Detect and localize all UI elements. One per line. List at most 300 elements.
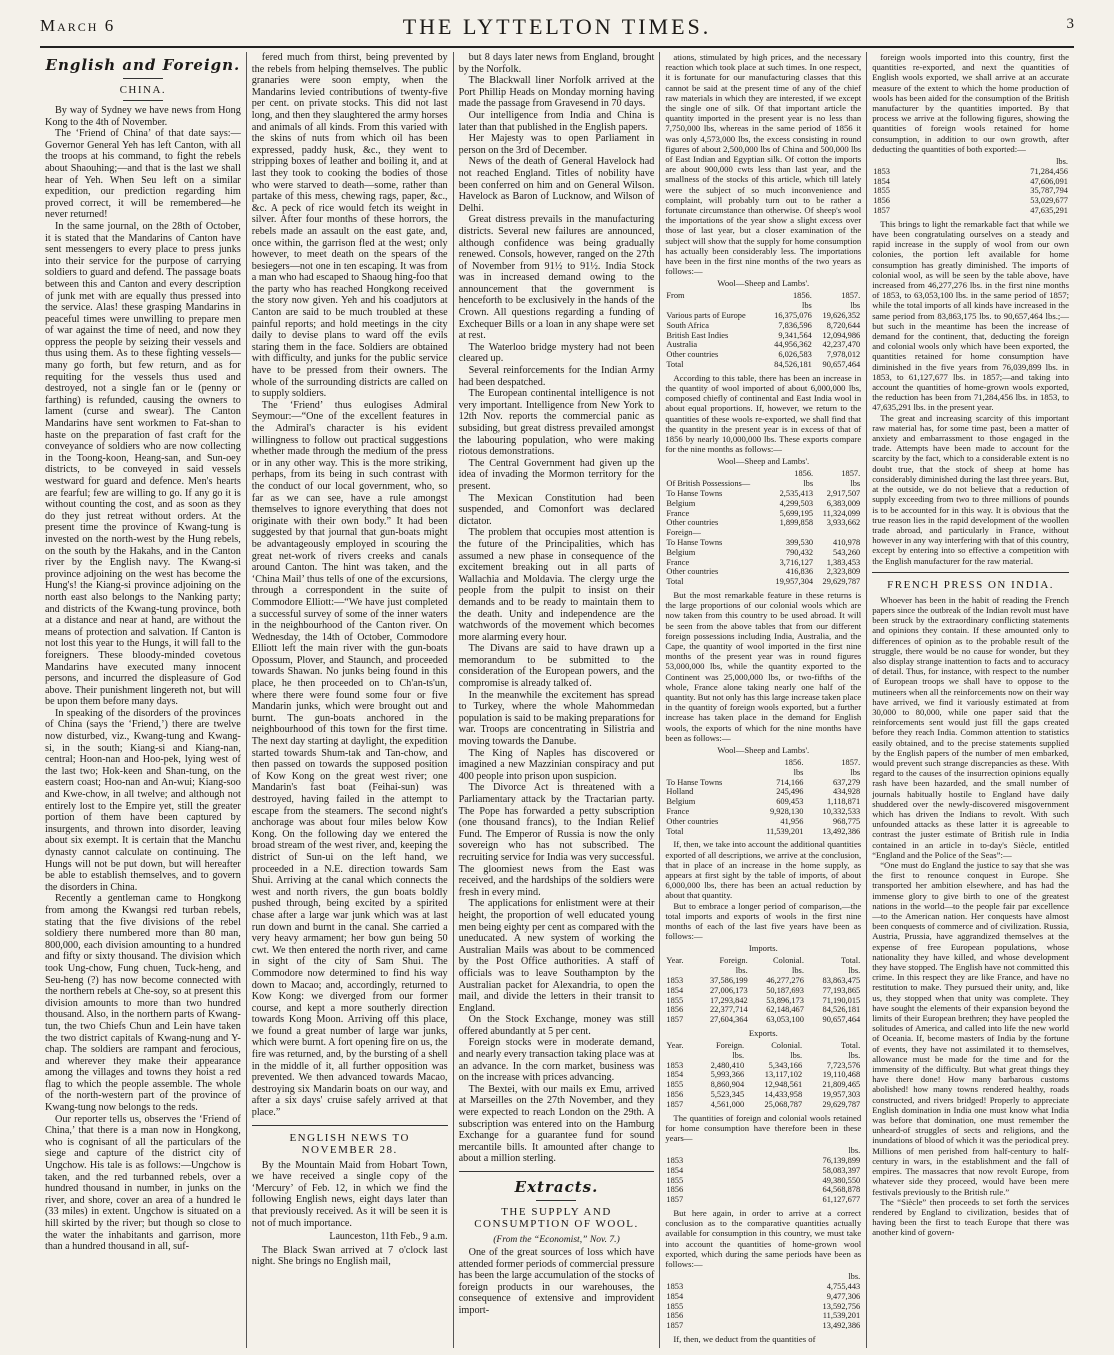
table-cell: 42,237,470 (822, 340, 861, 350)
table-title: Wool—Sheep and Lambs'. (717, 278, 810, 289)
table-row (665, 489, 861, 499)
masthead (40, 14, 1074, 40)
table-row (665, 1302, 861, 1312)
table-cell: Belgium (666, 797, 696, 807)
table-row (665, 1272, 861, 1282)
table-row (665, 528, 861, 538)
table-row (665, 817, 861, 827)
table-row (872, 167, 1069, 177)
table-cell: 2,480,410 (710, 1060, 745, 1070)
table-row (665, 1156, 861, 1166)
table-cell: 1853 (873, 166, 890, 176)
paragraph: In the same journal, on the 28th of October, it is stated that the Mandarins of Canton have sent messengers to every place to press junks into their service for the purpose of carrying soldiers to guard and defend. The passage boats between this and Canton and every description of junk met with are equally thus pressed into the service. Alas! these grasping Mandarins in peaceful times were unwilling to prepare men of war against the time of need, and now they oppress the people by seizing their vessels and thus using them. As to these fighting vessels—many go forth, but few return, and as for requiting for the vessels thus used and destroyed, not a single fan or le (penny or farthing) is refunded, causing the owners to lament (curse and swear). The Canton Mandarins have sent workmen to Fat-shan to haste on the preparation of fast craft for the conveyance of soldiers who are now collecting in the Toong-koon, Heang-san, and Sun-oey districts, to be conveyed in said vessels westward for guard and defence. Men's hearts are fearful; few are willing to go. If any go it is without counting the cost, and as soon as they do they just retreat without orders. At the present time the province of Kwang-tung is invested on the north-west by the Hung rebels, on the south by the Hakahs, and in the Canton river by the English navy. The Kwang-si province adjoining on the west has become the Hung's! the Kiang-si province adjoining on the north east also belongs to the Nanking party; and districts of the Kwang-tung province, both at a distance and near at hand, are without the means of protection and salvation. If Canton is not lost this year to the Hungs, it will fall to the foreigners. These bloody-minded covetous Mandarins have executed many innocent persons, and incurred the displeasure of God above. Their punishment lingereth not, but will be upon them before many days. (45, 220, 241, 708)
table-cell: 1854 (666, 1291, 684, 1301)
table-cell: Total (666, 577, 684, 587)
paragraph: This brings to light the remarkable fact that while we have been congratulating ourselves on a steady and rapid increase in the supply of wool from our own colonies, the portion left available for home consumption has greatly diminished. The imports of colonial wool, as will be seen by the table above, have increased from 46,277,276 lbs. in the first nine months of 1853, to 63,053,100 lbs. in the same period of 1857; while the total imports of all kinds have increased in the same period from 83,863,175 lbs. to 90,657,464 lbs.;—but such in the meantime has been the increase of demand for the continent, that, deducting the foreign and colonial wools only which have been exported, the quantities retained for home consumption have diminished in the five years from 76,039,899 lbs. in 1853, to 61,127,677 lbs. in 1857;—and taking into account the quantities of home-grown wools exported, the reduction has been from 71,284,456 lbs. in 1853, to 47,635,291 lbs. in the present year. (872, 218, 1069, 413)
table-total-row (665, 827, 861, 837)
page-number: 3 (1066, 16, 1074, 32)
divider (123, 100, 163, 101)
table-row (665, 1090, 861, 1100)
table-cell: 1856. (794, 469, 814, 479)
table-cell: 434,928 (832, 787, 861, 797)
table-row (665, 301, 861, 311)
paragraph: In speaking of the disorders of the provinces of China (says the ‘Friend,’) there are twelve now disturbed, viz., Kwang-tung and Kwang-si, in the south; Kiang-si and Kiang-nan, central; Hoon-nan and Hoo-pek, lying west of the last two; Hok-keen and Shan-tung, on the eastern coast; Hoo-nan and An-wui; Kiang-soo and Kwe-chow, in all twelve; and although not entirely lost to the Empire yet, still the greater portion of them have been captured by insurgents, and thrown into disorder, leaving about six exempt. It is certain that the Manchu dynasty cannot calculate on continuing. The Hungs will not be put down, but will hereafter be able to establish themselves, and to govern the disorders in China. (45, 707, 241, 893)
imports-five-years-table (665, 956, 861, 1025)
foreign-wool-retained-table (872, 157, 1069, 216)
table-row (665, 758, 861, 768)
table-cell: lbs. (735, 966, 748, 976)
article-heading-french-press: FRENCH PRESS ON INDIA. (887, 578, 1055, 591)
table-cell: 1857. (841, 469, 861, 479)
table-cell: 1857. (841, 291, 861, 301)
table-cell: 71,284,456 (1030, 166, 1068, 176)
table-cell (814, 528, 861, 538)
table-cell: Of British Possessions— (666, 479, 751, 489)
table-cell: Other countries (666, 518, 719, 528)
paragraph: The Blackwall liner Norfolk arrived at the Port Phillip Heads on Monday morning having made the passage from Gravesend in 70 days. (458, 75, 655, 110)
table-cell: 11,539,201 (766, 826, 804, 836)
table-row (665, 548, 861, 558)
paragraph: The King of Naples has discovered or imagined a new Mazzinian conspiracy and put 400 people into prison upon suspicion. (458, 747, 655, 782)
table-cell: lbs (803, 479, 814, 489)
table-cell: lbs. (790, 1050, 803, 1060)
table-cell: Total. (841, 956, 861, 966)
table-cell: 13,492,386 (822, 1321, 861, 1331)
table-cell: 47,635,291 (1030, 206, 1068, 216)
table-cell: lbs (850, 479, 861, 489)
paragraph: The European continental intelligence is not very important. Intelligence from New York to 12th Nov. reports the commercial panic as subsiding, but great distress prevailed amongst the labouring population, who were making riotous demonstrations. (458, 388, 655, 458)
paragraph: The great and increasing scarcity of this important raw material has, for some time past, been a matter of anxiety and embarrassment to those engaged in the trade. Attempts have been made to account for the scarcity by the fact, which to a considerable extent is no doubt true, that the stock of sheep at home has considerably diminished during the last three years. But, at the outside, we do not believe that a reduction of supply exceeding from two to three millions of pounds is to be accounted for in this way. It is obvious that the true reason lies in the rapid development of the woollen trade abroad, and particularly in France, without however in any way interfering with that of this country, except by entering into so effective a competition with the English manufacturer for the raw material. (872, 412, 1069, 566)
table-cell: Year. (666, 1041, 684, 1051)
table-cell: Other countries (666, 567, 719, 577)
table-row (665, 1100, 861, 1110)
table-row (665, 1015, 861, 1025)
table-row (665, 1005, 861, 1015)
table-cell: 53,029,677 (1030, 196, 1068, 206)
paragraph: ations, stimulated by high prices, and the necessary reaction which took place at such times. In one respect, it is fortunate for our manufacturing classes that this cannot be said at the present time of any of the chief raw materials in which they are interested, if we except the single one of silk. Of that important article the quantity imported in the present year is no less than 7,750,000 lbs, whereas in the same period of 1856 it was only 4,573,000 lbs, the excess consisting in round figures of about 2,500,000 lbs of China and 500,000 lbs of East Indian and Egyptian silk. Of cotton the imports are about 900,000 cwts less than last year, and the smallness of the stocks of this article, which till lately were the subject of so much inconvenience and complaint, will probably turn out to be rather a fortunate circumstance than otherwise. Of sheep's wool the importations of the year show a slight excess over those of last year, but a closer examination of the subject will show that the supply for home consumption has actually been considerably less. The importations have been in the first nine months of the two years as follows:— (665, 52, 862, 277)
table-cell (665, 1272, 728, 1282)
table-cell: 6,383,009 (826, 498, 861, 508)
table-cell: lbs. (732, 1050, 745, 1060)
table-cell (665, 1051, 693, 1061)
table-cell: 1857 (873, 206, 890, 216)
paragraph: The “Siècle” then proceeds to set forth the services rendered by England to civilization, besides that of having been the first to teach Europe that there was another kind of govern- (872, 1196, 1069, 1238)
table-cell: 2,535,413 (779, 489, 814, 499)
issue-date: March 6 (40, 16, 116, 35)
paragraph: Several reinforcements for the Indian Army had been despatched. (458, 365, 655, 388)
article-heading-wool: THE SUPPLY AND CONSUMPTION OF WOOL. (474, 1206, 639, 1230)
table-cell: lbs (793, 767, 804, 777)
table-cell: 90,657,464 (822, 360, 861, 370)
table-cell: lbs. (848, 1146, 861, 1156)
table-cell: 1855 (666, 995, 684, 1005)
table-cell: From (666, 291, 685, 301)
table-row (665, 986, 861, 996)
table-cell: 19,957,304 (775, 577, 814, 587)
paragraph: By way of Sydney we have news from Hong Kong to the 4th of November. (45, 105, 241, 128)
table-cell: 27,604,364 (709, 1015, 748, 1025)
exports-five-years-table (665, 1041, 861, 1110)
table-cell: France (666, 557, 690, 567)
table-cell: lbs (850, 767, 861, 777)
table-cell: France (666, 807, 690, 817)
table-cell: Other countries (666, 816, 719, 826)
paragraph: The Central Government had given up the idea of invading the Mormon territory for the present. (458, 457, 655, 492)
table-cell: 410,978 (832, 538, 861, 548)
table-cell: France (666, 508, 690, 518)
table-cell: Belgium (666, 498, 696, 508)
table-cell (767, 528, 814, 538)
table-cell: 1853 (666, 1060, 684, 1070)
table-cell: 9,928,130 (769, 807, 804, 817)
table-cell: 1857 (666, 1015, 684, 1025)
table-cell: 1853 (666, 1156, 684, 1166)
table-cell: Belgium (666, 547, 696, 557)
table-cell: 1,899,858 (779, 518, 814, 528)
divider (872, 572, 1069, 573)
table-cell: 8,860,904 (710, 1080, 745, 1090)
paragraph: Great distress prevails in the manufacturing districts. Several new failures are announced, although confidence was being gradually renewed. Consols, however, ranged on the 27th of November from 91½ to 91½. India Stock was in increased demand owing to the announcement that the government is henceforth to be exclusively in the hands of the Crown. All questions regarding a funding of Exchequer Bills or a loan in any shape were set at rest. (458, 214, 655, 342)
table-cell: lbs. (848, 1050, 861, 1060)
paragraph: If, then, we take into account the additional quantities exported of all descriptions, we arrive at the conclusion, that in place of an increase in the home supply, as appears at first sight by the table of imports, of about 6,000,000 lbs, there has been an actual reduction by about that quantity. (665, 839, 862, 901)
table-cell: lbs. (848, 966, 861, 976)
table-cell: 1855 (666, 1301, 684, 1311)
table-cell: 7,723,576 (826, 1060, 861, 1070)
table-row (665, 331, 861, 341)
table-row (665, 558, 861, 568)
table-row (665, 1282, 861, 1292)
table-row (665, 768, 861, 778)
table-cell: 83,863,475 (822, 976, 861, 986)
table-row (665, 479, 861, 489)
table-cell: 1,383,453 (826, 557, 861, 567)
table-cell: 1856 (873, 196, 890, 206)
table-cell: 1855 (873, 186, 890, 196)
table-cell: 4,755,443 (826, 1282, 861, 1292)
paragraph: Our intelligence from India and China is later than that published in the English papers. (458, 109, 655, 133)
table-cell: 47,606,091 (1030, 176, 1068, 186)
table-title: Exports. (748, 1028, 778, 1039)
table-cell: 19,626,352 (822, 311, 861, 321)
column-2 (247, 52, 454, 1348)
table-cell: South Africa (666, 320, 709, 330)
paragraph: If, then, we deduct from the quantities of (673, 1334, 816, 1345)
table-cell: 13,592,756 (822, 1301, 861, 1311)
table-cell: 19,110,468 (822, 1070, 861, 1080)
table-cell: 1856. (784, 758, 804, 768)
table-cell: 968,775 (832, 816, 861, 826)
table-row (665, 1051, 861, 1061)
table-cell: 41,956 (780, 816, 804, 826)
table-row (665, 291, 861, 301)
column-3 (454, 52, 661, 1348)
table-cell: 13,117,102 (764, 1070, 803, 1080)
table-cell: 29,629,787 (822, 1099, 861, 1109)
table-cell: 1856. (792, 291, 812, 301)
table-cell: 58,083,397 (822, 1165, 861, 1175)
table-cell: lbs. (848, 1272, 861, 1282)
section-heading-extracts: Extracts. (514, 1178, 599, 1196)
newspaper-page (40, 52, 1074, 1348)
table-cell: 790,432 (785, 547, 814, 557)
paragraph: Our reporter tells us, observes the ‘Friend of China,’ that there is a man now in Hongkong, who is cognisant of all the particulars of the siege and capture of the district city of Ungchow. His tale is as follows:—Ungchow is taken, and the red turbanned rebels, over a hundred thousand in number, in junks on the river, and shore, cover an area of a hundred le (33 miles) in extent. Ungchow is situated on a hill skirted by the river; but though so close to the water the inhabitants and garrison, more than a hundred thousand in all, suf- (45, 1113, 241, 1253)
section-heading-english-foreign: English and Foreign. (45, 56, 241, 74)
table-row (665, 469, 861, 479)
table-cell: 71,190,015 (822, 995, 861, 1005)
table-cell: lbs (850, 301, 861, 311)
table-cell: 19,957,303 (822, 1090, 861, 1100)
paragraph: But the most remarkable feature in these returns is the large proportions of our colonial wools which are now taken from this country to be used abroad. It will be seen from the above tables that from our different foreign possessions including India, Australia, and the Cape, the quantity of wool imported in the first nine months of the present year was in round figures 53,000,000 lbs, while the quantity exported to the Continent was 25,000,000 lbs, or two-fifths of the whole, France alone taking nearly one half of the quantity. But not only has this large increase taken place in the quantity of foreign wools exported, but a further increase has taken place in the demand for English wools, the exports of which for the nine months have been as follows:— (665, 590, 862, 743)
paragraph: News of the death of General Havelock had not reached England. Titles of nobility have been conferred on him and on General Wilson. Havelock as Baron of Lucknow, and Wilson of Delhi. (458, 156, 655, 214)
wool-reexports-table (665, 469, 861, 587)
article-heading-china: CHINA. (119, 84, 167, 96)
table-cell: Foreign. (719, 956, 748, 966)
table-cell: 22,377,714 (709, 1005, 748, 1015)
table-cell: 5,523,345 (710, 1090, 745, 1100)
divider (252, 1125, 448, 1126)
table-cell: Colonial. (771, 1041, 803, 1051)
table-row (665, 340, 861, 350)
table-cell (665, 469, 767, 479)
table-row (665, 1061, 861, 1071)
table-cell: 29,629,787 (822, 577, 861, 587)
table-row (665, 956, 861, 966)
paragraph: Foreign stocks were in moderate demand, and nearly every transaction taking place was at an advance. In the corn market, business was on the increase with prices advancing. (458, 1037, 655, 1084)
home-grown-exports-table (665, 1272, 861, 1331)
paragraph: Whoever has been in the habit of reading the French papers since the outbreak of the Indian revolt must have been struck by the extraordinary conflicting statements and opinions they contain. If these amounted only to differences of opinion as to the probable result of the struggle, there would be no cause for wonder, but they also display strange inattention to facts and to accuracy of detail. Thus, for instance, with respect to the number of European troops we shall have to oppose to the mutineers when all the reinforcements now on their way have arrived, we find it variously estimated at from 30,000 to 80,000, while one paper said that the reinforcements sent would just fill the gaps created before they reach India. Common attention to statistics easily obtained, and to the precise statements supplied by the English papers of the number of men embarked, would prevent such strange discrepancies as these. With regard to the causes of the insurrection opinions equally rash have been hazarded, and the small number of journals habitually hostile to England have daily shuddered over the newly-discovered misgovernment which has driven the Indians to revolt. With such unfounded attacks as these latter it is agreeable to contrast the juster estimate of British rule in India contained in an article in to-day's Siècle, entitled “England and the Police of the Seas”:— (872, 594, 1069, 860)
table-cell: 37,586,199 (709, 976, 748, 986)
table-cell: To Hanse Towns (666, 489, 723, 499)
table-cell: 35,787,794 (1030, 186, 1068, 196)
table-cell: 1857 (666, 1321, 684, 1331)
table-cell: 7,978,012 (826, 350, 861, 360)
table-row (665, 966, 861, 976)
paragraph: The Divans are said to have drawn up a memorandum to be submitted to the consideration of the European powers, and the compromise is already talked of. (458, 643, 655, 690)
dateline: Launceston, 11th Feb., 9 a.m. (329, 1231, 448, 1243)
table-row (872, 157, 1069, 167)
paragraph: The applications for enlistment were at their height, the proportion of well educated young men being eighty per cent as compared with the uneducated. A new system of working the Australian Mails was about to be commenced by the Post Office authorities. A staff of officials was to leave Southampton by the Australian packet for Alexandria, to open the mail, and divide the letters in their transit to England. (458, 898, 655, 1014)
paragraph: Her Majesty was to open Parliament in person on the 3rd of December. (458, 133, 655, 156)
table-total-row (665, 360, 861, 370)
table-cell: 50,187,693 (766, 985, 804, 995)
paragraph: But here again, in order to arrive at a correct conclusion as to the comparative quantities actually available for consumption in this country, we must take into account the quantities of home-grown wool exported, which during the same periods have been as follows:— (665, 1208, 862, 1270)
paragraph: The ‘Friend of China’ of that date says:—Governor General Yeh has left Canton, with all the troops at his command, to fight the rebels about Shaouhing;—and that is the last we shall hear of Yeh. When Seu left on a similar expedition, our prediction regarding him proved correct, it will be remembered—he never returned! (45, 128, 241, 221)
table-row (665, 1292, 861, 1302)
paragraph: “One must do England the justice to say that she was the first to renounce conquest in Europe. She transported her ambition elsewhere, and has had the immense glory to give birth to one of the greatest nations in the world—to the people fair par excellence—to the American nation. Her conquests have almost been conquests of commerce and of civilization. Russia, Austria, Prussia, have aggrandized themselves at the expense of free European populations, whose nationality they have killed, and whose development they have stopped. The English have not committed this crime. In this respect they are like France, and have no restitution to make. They pursued their unity, and, like us, they stopped when that unity was complete. They have sought the elements of their expansion beyond the limits of their European brethren; they have peopled the solitudes of America, and called into life the new world of Oceania. If, become masters of India by the fortune of events, they have not assimilated it to themselves, allowance must be made for the time and for the immensity of the difficulty. But what great things they have there done! How many barbarous customs abolished! how many towns rendered healthy, roads constructed, and rivers bridged! Properly to appreciate English domination in India one must know what India was before that domination, one must remember the unheard-of struggles of sects and religions, and the inundations of blood of which it was the periodical prey. Millions of men perished from half-century to half-century in wars, in the establishment and the fall of empires. The massacres that now revolt Europe, from whatever side they proceed, would have been mere festivals previously to the British rule.” (872, 860, 1069, 1197)
paragraph: foreign wools imported into this country, first the quantities re-exported, and next the quantities of English wools exported, we shall arrive at an accurate measure of the extent to which the home production of wools has been aided for the consumption of the British manufacturer by the quantities imported. By that process we arrive at the following figures, showing the quantities of foreign wools retained for home consumption, in addition to our own growth, after deducting the quantities of both exported:— (872, 52, 1069, 154)
paragraph: The Mexican Constitution had been suspended, and Comonfort was declared dictator. (458, 492, 655, 527)
table-cell: 17,293,842 (709, 995, 748, 1005)
table-cell: 3,933,662 (826, 518, 861, 528)
table-cell: 1854 (666, 985, 684, 995)
table-cell: Various parts of Europe (666, 311, 746, 321)
table-row (872, 206, 1069, 216)
table-row (665, 807, 861, 817)
table-cell (665, 301, 764, 311)
table-cell: 11,324,099 (822, 508, 861, 518)
divider (459, 1171, 655, 1172)
table-cell (665, 1146, 728, 1156)
table-cell: 1857 (666, 1195, 684, 1205)
table-cell: 5,993,366 (710, 1070, 745, 1080)
table-cell: Total (666, 826, 684, 836)
table-cell: 714,166 (776, 777, 804, 787)
source-note: (From the “Economist,” Nov. 7.) (493, 1234, 620, 1245)
article-heading-english-news: ENGLISH NEWS TO NOVEMBER 28. (289, 1131, 410, 1156)
table-cell: Australia (666, 340, 698, 350)
table-cell: 27,006,173 (709, 985, 748, 995)
paragraph: fered much from thirst, being prevented by the rebels from helping themselves. The public granaries were soon empty, when the Mandarins levied contributions of twenty-five per cent. on private stocks. This did not last long, and then they slaughtered the army horses and animals of all kinds. From this varied with the skins of nuts from which oil has been expressed, paddy husk, &c., they went to stripping boxes of leather and boiling it, and at last they took to cooking the bodies of those who were starved to death—some, rather than partake of this mess, chewing rags, paper, &c., &c. A peck of rice would fetch its weight in silver. After four months of these horrors, the rebels made an assault on the east gate, and, once within, the garrison fled at the west; only however, to meet death on the spears of the besiegers—not one in ten escaping. It was from a man who had escaped to Shaoug hing-foo that the party who has reached Hongkong received the story now given. Yeh and his coadjutors at Canton are said to be much troubled at these painful reports; and hold meetings in the city daily to devise plans to ward off the evils staring them in the face. Soldiers are obtained with difficulty, and junks for the public service have to be pressed from their owners. The whole of the surrounding districts are called on to supply soldiers. (251, 52, 448, 400)
table-cell: 1856 (666, 1311, 684, 1321)
table-title: Wool—Sheep and Lambs'. (717, 745, 810, 756)
table-cell: 61,127,677 (822, 1195, 861, 1205)
table-cell: 63,053,100 (766, 1015, 804, 1025)
table-row (665, 778, 861, 788)
table-cell: Total (666, 360, 684, 370)
table-cell: 399,530 (785, 538, 814, 548)
paragraph: On the Stock Exchange, money was still offered abundantly at 5 per cent. (458, 1014, 655, 1037)
table-cell: 1854 (666, 1165, 684, 1175)
table-cell (665, 758, 748, 768)
table-cell: 13,492,386 (822, 826, 861, 836)
paragraph: According to this table, there has been an increase in the quantity of wool imported of about 6,000,000 lbs, composed chiefly of continental and East India wool in about equal proportions. If, however, we return to the quantities of these wools re-exported, we shall find that the quantity in the present year is in excess of that of 1856 by nearly 10,000,000 lbs. These exports compare for the nine months as follows:— (665, 372, 862, 455)
table-cell (665, 768, 748, 778)
table-total-row (665, 577, 861, 587)
table-row (872, 186, 1069, 196)
table-title: Imports. (748, 943, 778, 954)
column-5 (867, 52, 1074, 1348)
table-cell: To Hanse Towns (666, 538, 723, 548)
table-cell: 416,836 (785, 567, 814, 577)
divider (536, 1200, 576, 1201)
table-cell: Foreign— (666, 528, 701, 538)
table-row (872, 177, 1069, 187)
table-row (665, 1176, 861, 1186)
table-row (665, 787, 861, 797)
table-row (665, 311, 861, 321)
table-cell (872, 157, 935, 167)
table-cell: 637,279 (832, 777, 861, 787)
table-cell: 53,896,173 (766, 995, 804, 1005)
paragraph: The Bextei, with our mails ex Emu, arrived at Marseilles on the 27th November, and they were expected to reach London on the 29th. A subscription was entered into on the Hamburg Exchange for a guarantee fund for sound mercantile bills. It amounted after change to about a million sterling. (458, 1083, 655, 1165)
wool-imports-table (665, 291, 861, 369)
table-cell: 16,375,076 (774, 311, 812, 321)
paragraph: The ‘Friend’ thus eulogises Admiral Seymour:—“One of the excellent features in the Admiral's character is his evident willingness to follow out practical suggestions whether made through the medium of the press or in any other way. This is the more striking, perhaps, from its being in such contrast with the conduct of our local government, who, so far as we can see, have a rule amongst themselves to ignore everything that does not originate with their own body.” It had been suggested by that journal that gun-boats might be advantageously employed in scouring the great net-work of rivers creeks and canals around Canton. The hint was taken, and the ‘China Mail’ thus tells of one of the excursions, through a correspondent in the suite of Commodore Elliott:—“We have just completed a successful survey of some of the inner waters in the neighbourhood of the Canton river. On Wednesday, the 14th of October, Commodore Elliott left the main river with the gun-boats Opossum, Plover, and Staunch, and proceeded towards Shawan. No junks being found in this place, he then proceeded on to Ch'an-ts'un, where there were found some four or five Mandarin junks, which were brought out and burnt. The gun-boats anchored in the neighbourhood of this town for the first time. The next day starting at daylight, the expedition started towards Shum-tak and Tan-chow, and then passed on towards the supposed position of Kow Kong on the great west river; one Mandarin's fast boat (Feihai-sun) was destroyed, having failed in the attempt to escape from the steamers. The second night's anchorage was about four miles below Kow Kong. On the following day we entered the broad stream of the west river, and, keeping the district of Sun-ui on the left hand, we proceeded in a N.E. direction towards Sam Shui. Arriving at the canal which connects the west and north rivers, the gun boats boldly pushed through, being excited by a spirited chase after a large war junk which was at last run down and burnt in the canal. She carried a very heavy armament; her bow gun being 50 cwt. We then entered the north river, and came in sight of the city of Sam Shui. The Commodore now determined to find his way down to Macao; and, accordingly, returned to Kow Kong: we diverged from our former course, and kept a more southerly direction towards Kong Moon. Arriving off this place, we found a great number of large war junks, which were burnt. A fort opening fire on us, the fire was returned, and, by the bursting of a shell in the middle of it, all further opposition was prevented. We then advanced towards Macao, destroying six Mandarin boats on our way, and after a six days' cruise safely arrived at that place.” (251, 399, 448, 1119)
paragraph: In the meanwhile the excitement has spread to Turkey, where the whole Mahommedan population is said to be making preparations for war. Troops are concentrating in Silistria and moving towards the Danube. (458, 689, 655, 748)
table-cell: Other countries (666, 350, 719, 360)
table-cell: Year. (666, 956, 684, 966)
table-cell: To Hanse Towns (666, 777, 723, 787)
table-cell: 1853 (666, 976, 684, 986)
paragraph: By the Mountain Maid from Hobart Town, we have received a single copy of the ‘Mercury’ of Feb. 12, in which we find the following English news, eight days later than that previously received. As it will be seen it is not of much importance. (251, 1159, 448, 1229)
table-cell: 1855 (666, 1080, 684, 1090)
retained-wool-table (665, 1146, 861, 1205)
paragraph: One of the great sources of loss which have attended former periods of commercial pressure has been the large accumulation of the stocks of foreign products in our warehouses, the consequence of extensive and improvident import- (458, 1247, 655, 1316)
table-cell: 1856 (666, 1185, 684, 1195)
table-cell: 9,477,306 (826, 1291, 861, 1301)
table-row (665, 1070, 861, 1080)
table-row (665, 1146, 861, 1156)
table-cell: 1855 (666, 1175, 684, 1185)
table-cell: 4,561,000 (710, 1099, 745, 1109)
table-cell: Holland (666, 787, 694, 797)
table-row (665, 509, 861, 519)
table-cell: 14,433,958 (764, 1090, 803, 1100)
table-cell: 4,299,503 (779, 498, 814, 508)
table-cell: 62,148,467 (766, 1005, 804, 1015)
table-cell: 1856 (666, 1005, 684, 1015)
table-cell: 1857 (666, 1099, 684, 1109)
column-1 (40, 52, 247, 1348)
table-row (665, 538, 861, 548)
table-cell: 609,453 (776, 797, 804, 807)
table-title: Wool—Sheep and Lambs'. (717, 456, 810, 467)
table-row (872, 196, 1069, 206)
table-cell: 21,809,465 (822, 1080, 861, 1090)
table-row (665, 321, 861, 331)
table-cell: 2,917,507 (826, 489, 861, 499)
table-cell: 7,836,596 (778, 320, 812, 330)
table-cell: 77,193,865 (822, 985, 861, 995)
table-row (665, 976, 861, 986)
divider (123, 78, 163, 79)
table-cell: lbs. (792, 966, 804, 976)
table-row (665, 1195, 861, 1205)
table-cell: 543,260 (832, 547, 861, 557)
table-cell: 84,526,181 (822, 1005, 861, 1015)
table-cell: 90,657,464 (822, 1015, 861, 1025)
table-row (665, 518, 861, 528)
table-row (665, 1185, 861, 1195)
table-row (665, 1041, 861, 1051)
table-row (665, 996, 861, 1006)
table-cell: 25,068,787 (764, 1099, 803, 1109)
table-row (665, 1321, 861, 1331)
table-cell: 1856 (666, 1090, 684, 1100)
table-cell: 11,539,201 (822, 1311, 861, 1321)
english-wool-exports-table (665, 758, 861, 836)
table-cell: 1,118,871 (826, 797, 861, 807)
table-row (665, 1166, 861, 1176)
table-cell: lbs. (1056, 157, 1068, 167)
table-cell: 5,343,166 (768, 1060, 803, 1070)
paragraph: but 8 days later news from England, brought by the Norfolk. (458, 52, 655, 75)
table-cell: 49,380,550 (822, 1175, 861, 1185)
paragraph: The Waterloo bridge mystery had not been cleared up. (458, 341, 655, 365)
table-cell: 2,323,809 (826, 567, 861, 577)
table-cell: 44,956,362 (774, 340, 812, 350)
column-4 (660, 52, 867, 1348)
newspaper-title: THE LYTTELTON TIMES. (402, 14, 712, 39)
paragraph: The Divorce Act is threatened with a Parliamentary attack by the Tractarian party. The Pope has forwarded a petty subscription (one thousand francs), to the Indian Relief Fund. The Emperor of Russia is now the only sovereign who has not subscribed. The recruiting service for India was very successful. The gloomiest news from the East was received, and the hardships of the soldiers were fresh in every mind. (458, 782, 655, 898)
table-cell: 6,026,583 (778, 350, 812, 360)
table-cell: British East Indies (666, 330, 729, 340)
paragraph: But to embrace a longer period of comparison,—the total imports and exports of wools in the first nine months of each of the last five years have been as follows:— (665, 900, 862, 942)
table-cell: Colonial. (772, 956, 804, 966)
table-cell: 1857. (841, 758, 861, 768)
table-row (665, 567, 861, 577)
table-cell: 3,716,127 (779, 557, 814, 567)
masthead-rule (40, 46, 1074, 48)
table-cell: 12,094,986 (822, 330, 861, 340)
table-row (665, 1311, 861, 1321)
table-row (665, 797, 861, 807)
table-row (665, 350, 861, 360)
table-cell: 46,277,276 (766, 976, 804, 986)
table-row (665, 499, 861, 509)
paragraph: The quantities of foreign and colonial wools retained for home consumption have therefore been in these years— (665, 1112, 862, 1144)
table-cell: 12,948,561 (764, 1080, 803, 1090)
